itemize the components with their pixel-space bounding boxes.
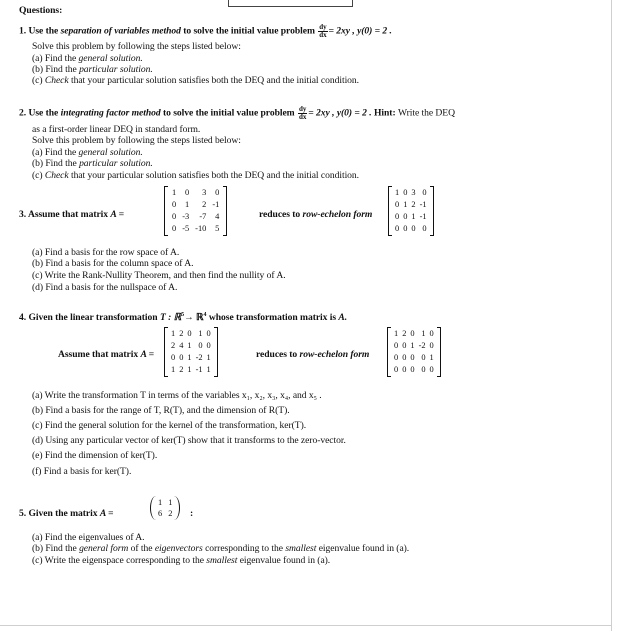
q2-dx: dx (298, 113, 307, 121)
q3-lead: Assume that matrix (27, 209, 109, 220)
q3-a-cell: 4 (215, 212, 220, 221)
q4-ref-cell: 0 (410, 353, 415, 362)
q4-a-row (169, 364, 213, 376)
q5-number: 5. (19, 508, 27, 519)
q4-ref-cell: 1 (410, 341, 415, 350)
q1-equation: = 2xy , (328, 25, 355, 37)
q2-derivative (298, 106, 307, 121)
q3-ref-cell: 0 (422, 224, 427, 233)
q3-ref: row-echelon form (302, 209, 373, 220)
q4-whose: whose transformation matrix is (208, 312, 337, 324)
q1-dy: dy (319, 23, 327, 31)
q4-a-cell: -1 (195, 365, 203, 374)
q3-matrix-ref (388, 186, 434, 236)
q3-A: A = (110, 209, 124, 220)
q3-part-a: (a) Find a basis for the row space of A. (32, 247, 180, 258)
q3-ref-row (393, 199, 429, 211)
q2-method: integrating factor method (60, 107, 161, 119)
q5-m-row (155, 497, 175, 508)
q3-a-cell: -5 (182, 224, 190, 233)
q4-number: 4. (19, 312, 27, 324)
q5-c-post: eigenvalue found in (a). (239, 555, 331, 566)
q5-b-pre: (b) Find the (32, 543, 77, 554)
q2-a-em: general solution. (78, 147, 143, 158)
q3-a-cell: -1 (212, 200, 220, 209)
q5-b-post: eigenvalue found in (a). (318, 543, 410, 554)
q4-matrix-ref (387, 327, 441, 377)
q4-part-d: (d) Using any particular vector of ker(T) show that it transforms to the zero-vector. (32, 435, 346, 446)
q4-ref-cell: 0 (394, 353, 399, 362)
q4-a-cell: 0 (171, 353, 176, 362)
q4-a-cell: 1 (206, 353, 211, 362)
q5-m-cell: 1 (168, 498, 173, 507)
q3-ref-cell: 3 (411, 188, 416, 197)
q4-ref-cell: 1 (394, 329, 399, 338)
q1-part-b (32, 64, 153, 75)
q3-ref-cell: 0 (395, 212, 400, 221)
q3-a-cell: 2 (202, 200, 207, 209)
q2-b-em: particular solution. (79, 158, 153, 169)
q4-a-cell: 0 (187, 329, 192, 338)
q4-part-b: (b) Find a basis for the range of T, R(T), and the dimension of R(T). (32, 405, 290, 416)
q4-a-cell: -2 (195, 353, 203, 362)
q1-dx: dx (319, 31, 327, 39)
q5-prompt (19, 508, 113, 519)
q4-a-cell: 0 (206, 329, 211, 338)
q2-prompt (19, 106, 455, 121)
q2-initial-condition: y(0) = 2 . (336, 107, 372, 119)
q4-assume-text: Assume that matrix (58, 349, 139, 360)
q4-reduces (256, 349, 369, 360)
q3-ref-row (393, 211, 429, 223)
q1-method: separation of variables method (60, 25, 181, 37)
q3-a-row (169, 199, 222, 211)
q4-a-cell: 0 (198, 341, 203, 350)
q4-ref-cell: 0 (421, 365, 426, 374)
q4-lead: Given the linear transformation (28, 312, 158, 324)
q4-ref: row-echelon form (299, 349, 370, 360)
q3-prompt (19, 209, 124, 220)
q2-b-pre: (b) Find the (32, 158, 77, 169)
q4-a-row (169, 352, 213, 364)
q4-a-cell: 1 (187, 353, 192, 362)
q4-ref-cell: 0 (410, 329, 415, 338)
q4-a-row (169, 340, 213, 352)
q1-mid: to solve the initial value problem (183, 25, 315, 37)
q4-ref-cell: 0 (394, 341, 399, 350)
q5-part-a: (a) Find the eigenvalues of A. (32, 532, 145, 543)
q4-ref-row (392, 364, 436, 376)
q4-ref-cell: 0 (421, 353, 426, 362)
q4-part-e: (e) Find the dimension of ker(T). (32, 450, 158, 461)
q2-hint-cont: as a first-order linear DEQ in standard form. (32, 124, 201, 135)
q4-ref-cell: 0 (429, 341, 434, 350)
q4-ref-row (392, 352, 436, 364)
q4-matrix-a (164, 327, 218, 377)
q2-part-b (32, 158, 153, 169)
header-fragment (247, 0, 319, 1)
q2-equation: = 2xy , (308, 107, 335, 119)
q2-hint: Write the DEQ (397, 107, 455, 119)
q4-ref-row (392, 328, 436, 340)
q4-ref-cell: 2 (402, 329, 407, 338)
q5-colon: : (190, 508, 194, 519)
q4-prompt (19, 312, 347, 323)
q4-ref-cell: 1 (421, 329, 426, 338)
q4-a-cell: 1 (171, 329, 176, 338)
q4-a-cell: 2 (179, 365, 184, 374)
q5-A: A = (99, 508, 114, 519)
q4-ref-cell: 0 (410, 365, 415, 374)
q3-ref-cell: -1 (419, 212, 427, 221)
q5-b-mid: of the (130, 543, 153, 554)
q3-a-cell: 5 (215, 224, 220, 233)
q5-b-em3: smallest (285, 543, 317, 554)
q3-ref-cell: -1 (419, 200, 427, 209)
q5-m-row (155, 508, 175, 519)
q2-part-a (32, 147, 143, 158)
q4-a-cell: 4 (179, 341, 184, 350)
q3-a-row (169, 211, 222, 223)
q3-matrix-a (164, 186, 227, 236)
q4-ref-cell: 0 (429, 365, 434, 374)
q4-T: T : ℝ (159, 312, 182, 324)
q1-initial-condition: y(0) = 2 . (357, 25, 392, 37)
q5-b-mid2: corresponding to the (205, 543, 283, 554)
q2-c-em: Check (44, 170, 69, 181)
q4-exp5: 5 (181, 312, 185, 318)
q4-exp4: 4 (203, 312, 207, 318)
q4-a-cell: 0 (179, 353, 184, 362)
q5-lead: Given the matrix (28, 508, 98, 519)
q4-ref-cell: 0 (429, 329, 434, 338)
q3-ref-row (393, 187, 429, 199)
q3-a-cell: 1 (184, 200, 190, 209)
q5-part-c (32, 555, 330, 566)
q3-part-d: (d) Find a basis for the nullspace of A. (32, 282, 178, 293)
q3-a-cell: 0 (215, 188, 220, 197)
q3-ref-cell: 0 (411, 224, 416, 233)
q4-part-a: (a) Write the transformation T in terms of the variables x₁, x₂, x₃, x₄, and x₅ . (32, 390, 322, 401)
q3-a-row (169, 223, 222, 235)
q3-a-cell: -7 (199, 212, 207, 221)
q1-lead: Use the (28, 25, 59, 37)
q1-c-em: Check (44, 75, 69, 86)
q3-a-cell: 0 (172, 212, 177, 221)
q3-ref-cell: 0 (395, 224, 400, 233)
q3-a-row (169, 187, 222, 199)
q2-c-pre: (c) (32, 170, 43, 181)
q4-a-cell: 1 (206, 365, 211, 374)
page-bottom-edge (0, 625, 612, 626)
q4-ref-cell: 0 (402, 365, 407, 374)
q4-a-cell: 1 (187, 365, 192, 374)
q3-ref-cell: 0 (395, 200, 400, 209)
q4-a-cell: 2 (171, 341, 176, 350)
q3-a-cell: -10 (195, 224, 207, 233)
questions-heading: Questions: (19, 5, 63, 16)
q2-dy: dy (298, 105, 307, 113)
q2-number: 2. (19, 107, 27, 119)
q1-b-em: particular solution. (79, 64, 153, 75)
q3-ref-row (393, 223, 429, 235)
q5-m-cell: 6 (158, 509, 163, 518)
q4-a-cell: 1 (198, 329, 203, 338)
q3-ref-cell: 1 (411, 212, 416, 221)
q1-number: 1. (19, 25, 27, 37)
q3-reduces-text: reduces to (259, 209, 301, 220)
q5-m-cell: 1 (158, 498, 163, 507)
q3-ref-cell: 1 (403, 200, 408, 209)
q4-ref-row (392, 340, 436, 352)
q3-reduces (259, 209, 372, 220)
q5-b-em2: eigenvectors (154, 543, 203, 554)
q3-part-b: (b) Find a basis for the column space of A. (32, 258, 194, 269)
q3-a-cell: 0 (184, 188, 190, 197)
q3-a-cell: 0 (172, 200, 177, 209)
q2-a-pre: (a) Find the (32, 147, 77, 158)
page-right-edge (611, 0, 612, 631)
q3-number: 3. (19, 209, 27, 220)
q4-part-f: (f) Find a basis for ker(T). (32, 466, 132, 477)
q4-a-cell: 0 (206, 341, 211, 350)
q3-a-cell: 3 (202, 188, 207, 197)
q3-a-cell: 0 (172, 224, 177, 233)
q5-m-cell: 2 (168, 509, 173, 518)
q1-b-pre: (b) Find the (32, 64, 77, 75)
q4-a-row (169, 328, 213, 340)
q3-ref-cell: 1 (395, 188, 400, 197)
q4-ref-cell: 0 (402, 341, 407, 350)
q3-ref-cell: 0 (403, 224, 408, 233)
q3-part-c: (c) Write the Rank-Nullity Theorem, and then find the nullity of A. (32, 270, 286, 281)
q3-a-cell: 1 (172, 188, 177, 197)
q1-c-post: that your particular solution satisfies both the DEQ and the initial condition. (70, 75, 360, 86)
q1-a-pre: (a) Find the (32, 53, 77, 64)
q3-ref-cell: 0 (403, 212, 408, 221)
q4-reduces-text: reduces to (256, 349, 298, 360)
q2-part-c (32, 170, 359, 181)
q4-ref-cell: -2 (418, 341, 426, 350)
q1-c-pre: (c) (32, 75, 43, 86)
q3-ref-cell: 0 (403, 188, 408, 197)
q5-part-b (32, 543, 409, 554)
q4-Aeq: A = (140, 349, 155, 360)
q1-a-em: general solution. (78, 53, 143, 64)
q2-lead: Use the (28, 107, 59, 119)
q4-assume (58, 349, 154, 360)
q1-prompt (19, 24, 392, 39)
q1-steps: Solve this problem by following the steps listed below: (32, 41, 241, 52)
q1-part-c (32, 75, 359, 86)
q2-steps: Solve this problem by following the steps listed below: (32, 135, 241, 146)
q5-c-pre: (c) Write the eigenspace corresponding to the (32, 555, 204, 566)
q2-mid: to solve the initial value problem (162, 107, 295, 119)
q4-part-c: (c) Find the general solution for the kernel of the transformation, ker(T). (32, 420, 307, 431)
q4-a-cell: 2 (179, 329, 184, 338)
q4-a-cell: 1 (187, 341, 192, 350)
q5-b-em1: general form (79, 543, 129, 554)
page-header-strip (0, 0, 630, 7)
q1-part-a (32, 53, 143, 64)
q4-ref-cell: 0 (394, 365, 399, 374)
q4-a-cell: 1 (171, 365, 176, 374)
q2-c-post: that your particular solution satisfies both the DEQ and the initial condition. (70, 170, 360, 181)
q4-A: A. (338, 312, 348, 324)
q4-arrow: → ℝ (184, 312, 204, 324)
header-box (228, 0, 353, 7)
q1-derivative (318, 24, 327, 39)
q3-ref-cell: 0 (422, 188, 427, 197)
q5-c-em: smallest (206, 555, 238, 566)
q5-matrix (150, 496, 180, 520)
q2-hint-label: Hint: (373, 107, 396, 119)
q4-ref-cell: 0 (402, 353, 407, 362)
q4-ref-cell: 1 (429, 353, 434, 362)
q3-ref-cell: 2 (411, 200, 416, 209)
q3-a-cell: -3 (182, 212, 190, 221)
